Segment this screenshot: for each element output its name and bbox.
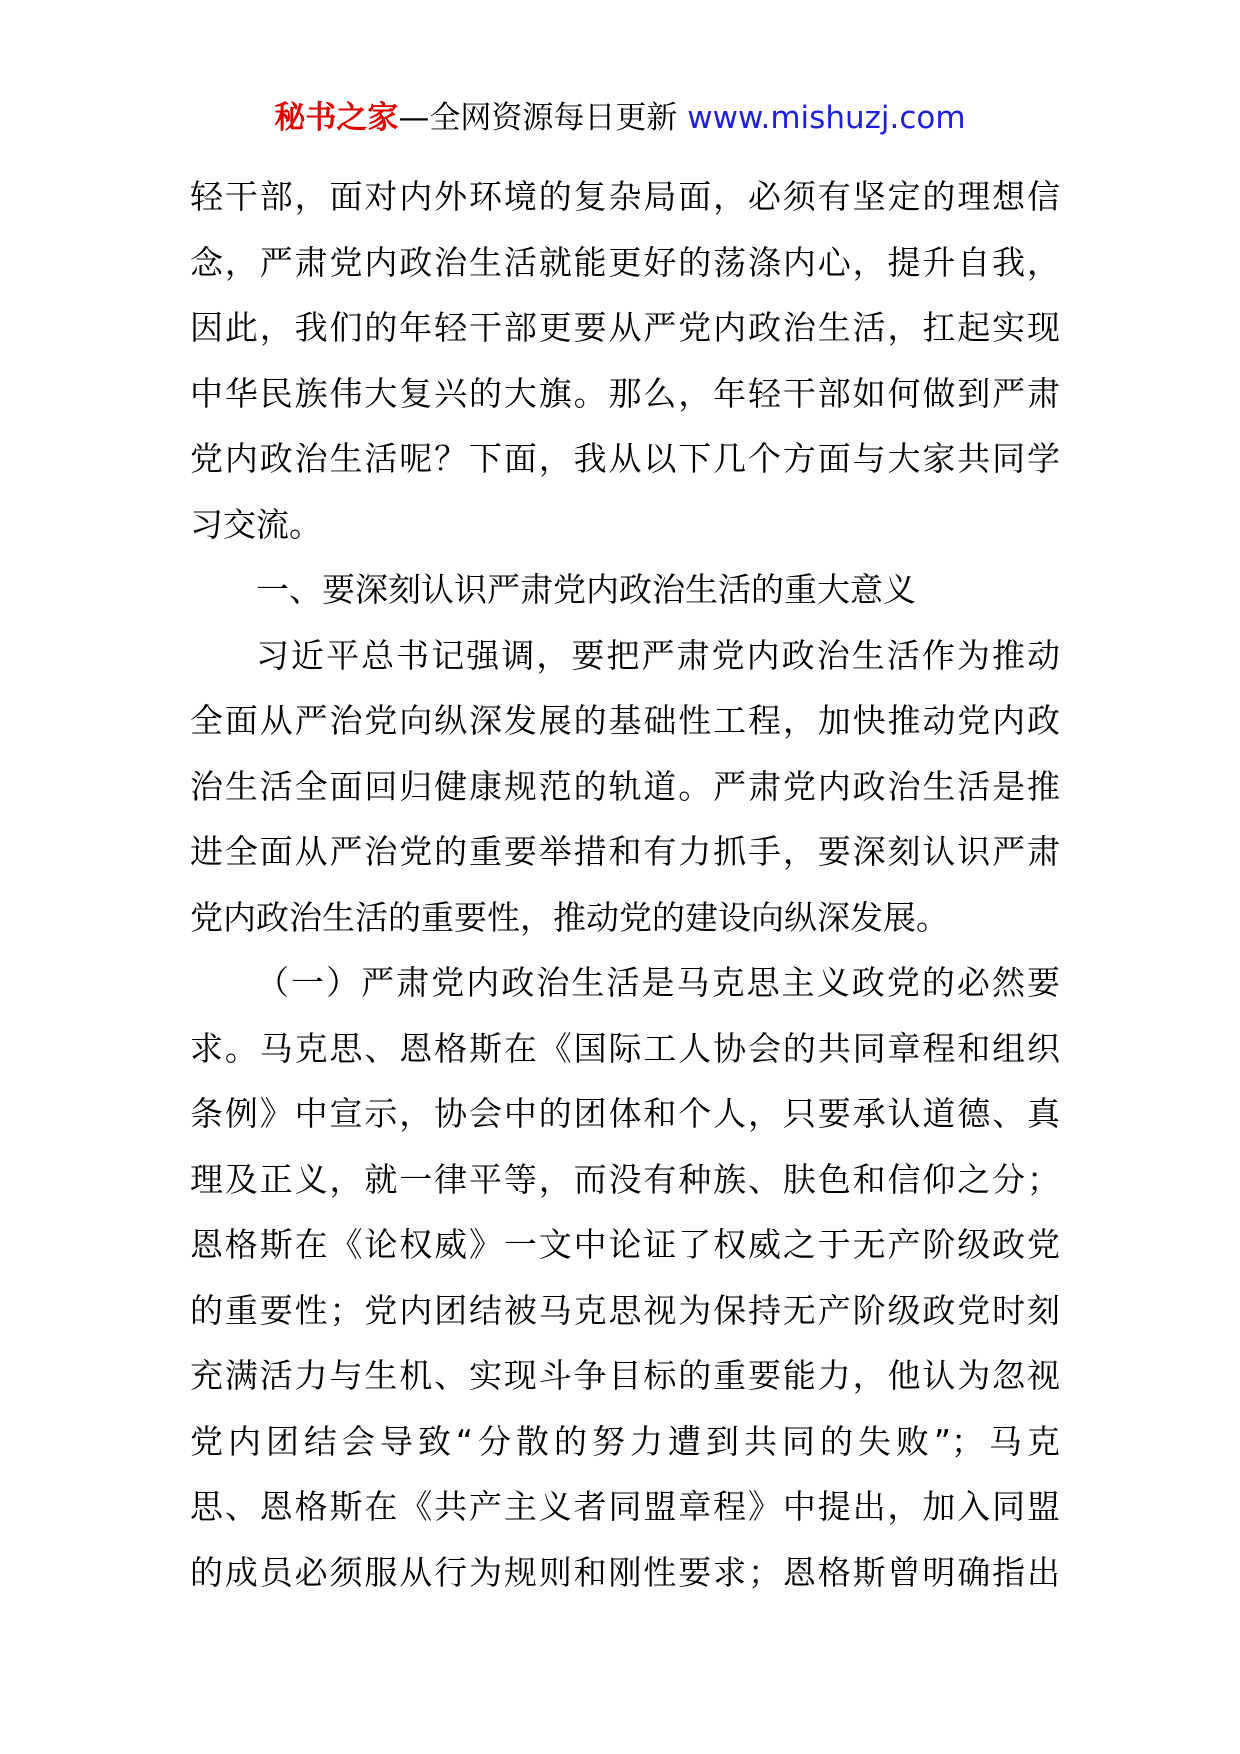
text-line-6: 习交流。 (190, 504, 322, 544)
header-url-link[interactable]: www.mishuzj.com (687, 100, 966, 136)
text-line-4: 中华民族伟大复兴的大旗。那么，年轻干部如何做到严肃 (190, 373, 1060, 413)
text-line-17: 恩格斯在《论权威》一文中论证了权威之于无产阶级政党 (190, 1225, 1060, 1264)
text-line-10: 治生活全面回归健康规范的轨道。严肃党内政治生活是推 (190, 766, 1060, 806)
section-heading-1: 一、要深刻认识严肃党内政治生活的重大意义 (256, 570, 916, 609)
page-header (0, 98, 1240, 138)
text-line-21: 思、恩格斯在《共产主义者同盟章程》中提出，加入同盟 (190, 1487, 1060, 1526)
text-line-3: 因此，我们的年轻干部更要从严党内政治生活，扛起实现 (190, 308, 1060, 347)
document-body (190, 164, 1060, 1605)
text-line-14: 求。马克思、恩格斯在《国际工人协会的共同章程和组织 (190, 1028, 1060, 1068)
text-line-12: 党内政治生活的重要性，推动党的建设向纵深发展。 (190, 897, 949, 937)
text-line-20: 党内团结会导致“分散的努力遭到共同的失败”；马克 (190, 1421, 1060, 1461)
text-line-15: 条例》中宣示，协会中的团体和个人，只要承认道德、真 (190, 1094, 1060, 1133)
text-line-22: 的成员必须服从行为规则和刚性要求；恩格斯曾明确指出 (190, 1552, 1060, 1592)
text-line-2: 念，严肃党内政治生活就能更好的荡涤内心，提升自我， (190, 242, 1060, 282)
text-line-5: 党内政治生活呢？下面，我从以下几个方面与大家共同学 (190, 439, 1060, 478)
text-line-11: 进全面从严治党的重要举措和有力抓手，要深刻认识严肃 (190, 832, 1060, 871)
text-line-1: 轻干部，面对内外环境的复杂局面，必须有坚定的理想信 (190, 177, 1060, 216)
text-line-19: 充满活力与生机、实现斗争目标的重要能力，他认为忽视 (190, 1356, 1060, 1395)
text-line-13: （一）严肃党内政治生活是马克思主义政党的必然要 (256, 963, 1060, 1002)
text-line-16: 理及正义，就一律平等，而没有种族、肤色和信仰之分； (190, 1159, 1060, 1199)
header-brand: 秘书之家 (274, 100, 399, 136)
text-line-18: 的重要性；党内团结被马克思视为保持无产阶级政党时刻 (190, 1290, 1060, 1330)
header-tagline: —全网资源每日更新 (398, 100, 688, 136)
text-line-9: 全面从严治党向纵深发展的基础性工程，加快推动党内政 (190, 701, 1060, 740)
text-line-8: 习近平总书记强调，要把严肃党内政治生活作为推动 (256, 635, 1060, 675)
